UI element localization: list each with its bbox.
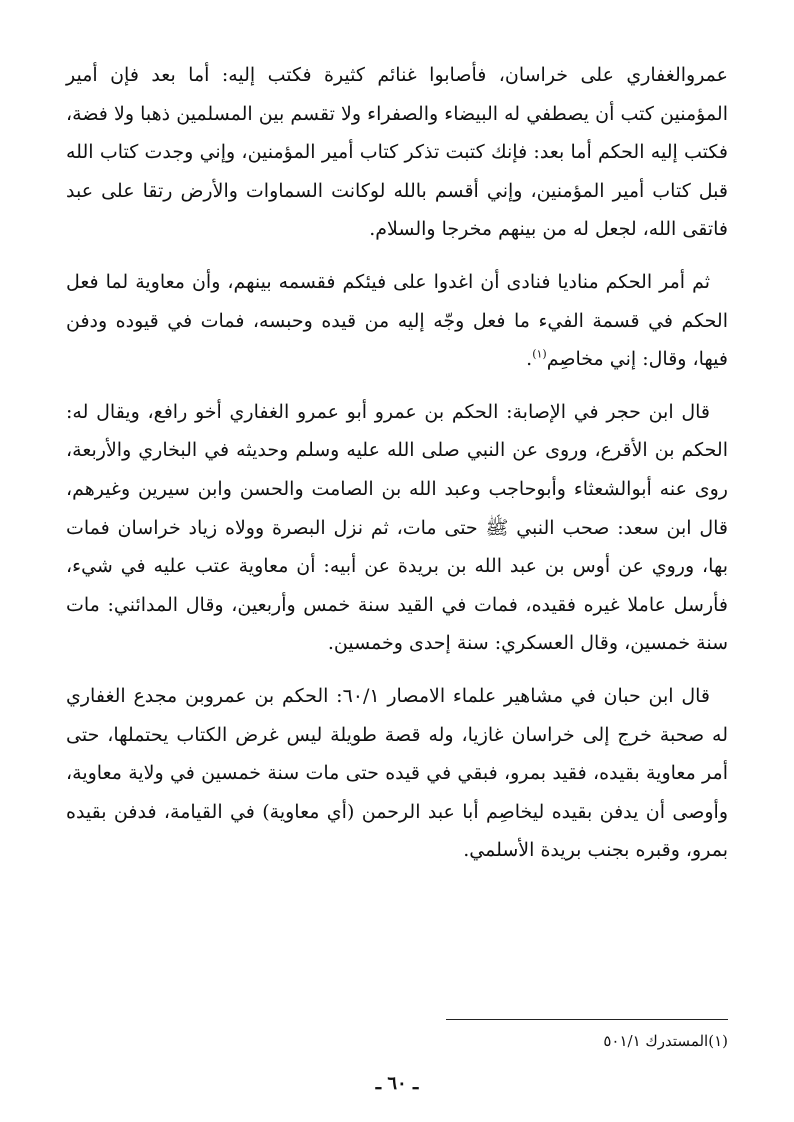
footnote-divider — [446, 1019, 728, 1020]
paragraph-4: قال ابن حبان في مشاهير علماء الامصار ٦٠/١: الحكم بن عمروبن مجدع الغفاري له صحبة خرج إلى خراسان غازيا، وله قصة طويلة ليس غرض الكتاب يحتملها، حتى أمر معاوية بقيده، فقيد بمرو، فبقي في قيده حتى مات سنة خمسين في ولاية معاوية، وأوصى أن يدفن بقيده ليخاصِم أبا عبد الرحمن (أي معاوية) في القيامة، فدفن بقيده بمرو، وقبره بجنب بريدة الأسلمي. — [66, 684, 728, 862]
paragraph-2-end: . — [526, 348, 533, 371]
paragraph-1: عمروالغفاري على خراسان، فأصابوا غنائم كثيرة فكتب إليه: أما بعد فإن أمير المؤمنين كتب أن يصطفي له البيضاء والصفراء ولا تقسم بين المسلمين ذهبا ولا فضة، فكتب إليه الحكم أما بعد: فإنك كتبت تذكر كتاب أمير المؤمنين، وإني وجدت كتاب الله قبل كتاب أمير المؤمنين، وإني أقسم بالله لوكانت السماوات والأرض رتقا على عبد فاتقى الله، لجعل له من بينهم مخرجا والسلام. — [66, 64, 728, 241]
paragraph-2-text: ثم أمر الحكم مناديا فنادى أن اغدوا على فيئكم فقسمه بينهم، وأن معاوية لما فعل الحكم في قسمة الفيء ما فعل وجّه إليه من قيده وحبسه، فمات في قيوده ودفن فيها، وقال: إني مخاصِم — [66, 270, 728, 371]
footnote: (١)المستدرك ٥٠١/١ — [603, 1032, 728, 1050]
footnote-reference[interactable]: (١) — [532, 347, 547, 361]
paragraph-3: قال ابن حجر في الإصابة: الحكم بن عمرو أبو عمرو الغفاري أخو رافع، ويقال له: الحكم بن الأقرع، وروى عن النبي صلى الله عليه وسلم وحديثه في البخاري والأربعة، روى عنه أبوالشعثاء وأبوحاجب وعبد الله بن الصامت والحسن وابن سيرين وغيرهم، قال ابن سعد: صحب النبي ﷺ حتى مات، ثم نزل البصرة وولاه زياد خراسان فمات بها، وروي عن أوس بن عبد الله بن بريدة عن أبيه: أن معاوية عتب عليه في شيء، فأرسل عاملا غيره فقيده، فمات في القيد سنة خمس وأربعين، وقال المدائني: مات سنة خمسين، وقال العسكري: سنة إحدى وخمسين. — [66, 400, 728, 655]
page-number: ـ ٦٠ ـ — [375, 1073, 419, 1094]
main-text — [66, 56, 728, 884]
paragraph-2 — [66, 263, 728, 379]
